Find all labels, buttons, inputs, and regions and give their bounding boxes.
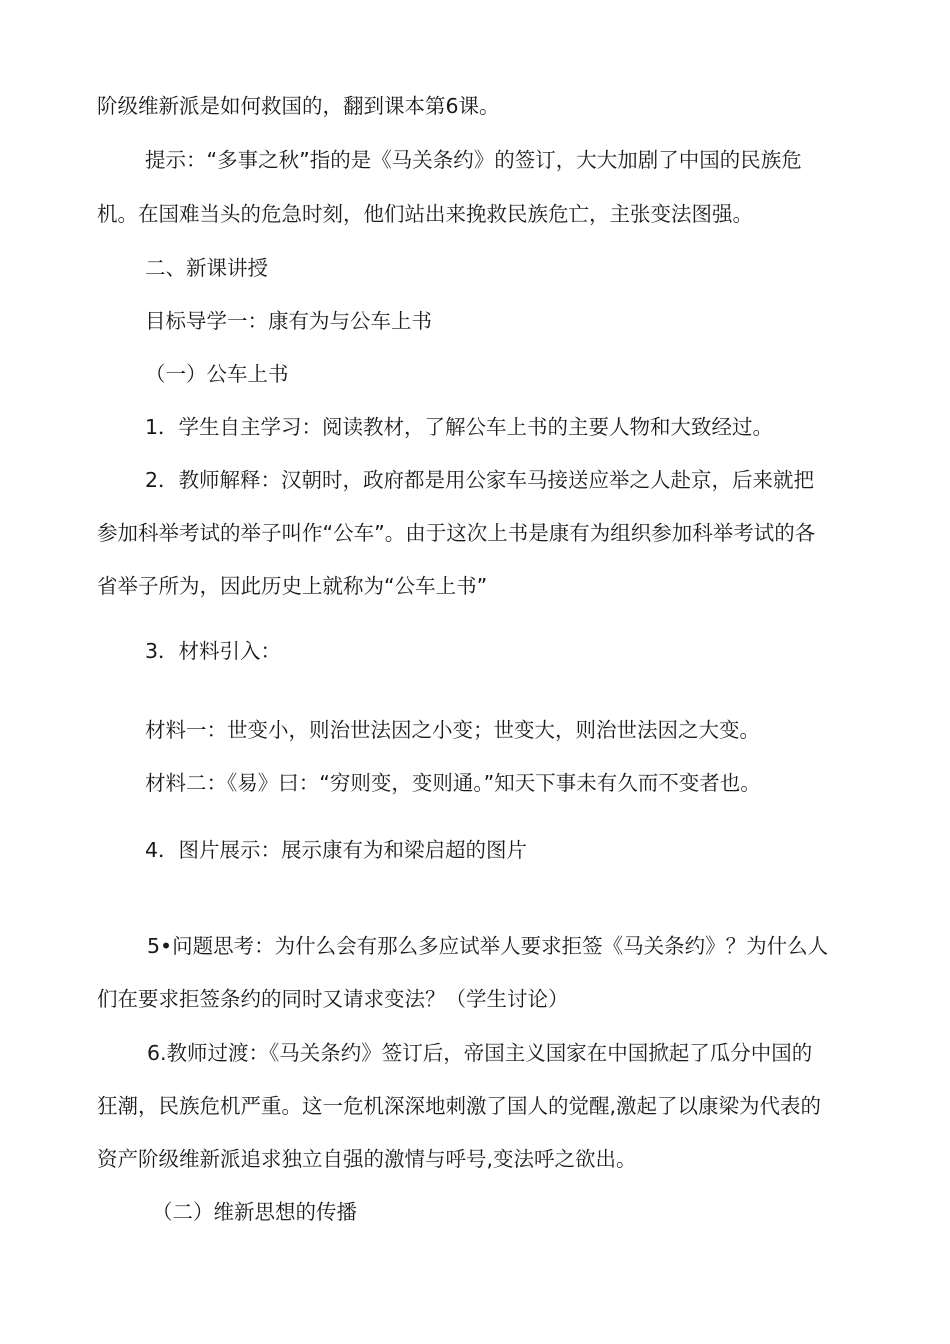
subsection-heading: （一）公车上书 xyxy=(145,362,289,386)
text-line: 狂潮，民族危机严重。这一危机深深地刺激了国人的觉醒,激起了以康梁为代表的 xyxy=(97,1094,822,1118)
section-heading: 二、新课讲授 xyxy=(145,256,268,280)
text-line: 资产阶级维新派追求独立自强的激情与呼号,变法呼之欲出。 xyxy=(97,1147,637,1171)
list-item: 6.教师过渡：《马关条约》签订后，帝国主义国家在中国掀起了瓜分中国的 xyxy=(147,1041,813,1065)
text-line: 提示：“多事之秋”指的是《马关条约》的签订，大大加剧了中国的民族危 xyxy=(145,148,802,172)
text-line: 阶级维新派是如何救国的，翻到课本第6课。 xyxy=(97,94,500,118)
list-item: 1．学生自主学习：阅读教材，了解公车上书的主要人物和大致经过。 xyxy=(145,415,774,439)
quoted-material: 材料一：世变小，则治世法因之小变；世变大，则治世法因之大变。 xyxy=(145,718,760,742)
subsection-heading: （二）维新思想的传播 xyxy=(152,1200,357,1224)
quoted-material: 材料二：《易》曰：“穷则变，变则通。”知天下事未有久而不变者也。 xyxy=(145,771,761,795)
text-line: 机。在国难当头的危急时刻，他们站出来挽救民族危亡，主张变法图强。 xyxy=(97,202,753,226)
list-item: 2．教师解释：汉朝时，政府都是用公家车马接送应举之人赴京，后来就把 xyxy=(145,468,815,492)
text-line: 们在要求拒签条约的同时又请求变法？（学生讨论） xyxy=(97,987,569,1011)
text-line: 省举子所为，因此历史上就称为“公车上书” xyxy=(97,574,488,598)
text-line: 参加科举考试的举子叫作“公车”。由于这次上书是康有为组织参加科举考试的各 xyxy=(97,521,816,545)
list-item: 3．材料引入： xyxy=(145,639,282,663)
list-item: 4．图片展示：展示康有为和梁启超的图片 xyxy=(145,838,528,862)
list-item: 5•问题思考：为什么会有那么多应试举人要求拒签《马关条约》？为什么人 xyxy=(147,934,829,958)
subsection-heading: 目标导学一：康有为与公车上书 xyxy=(145,309,432,333)
